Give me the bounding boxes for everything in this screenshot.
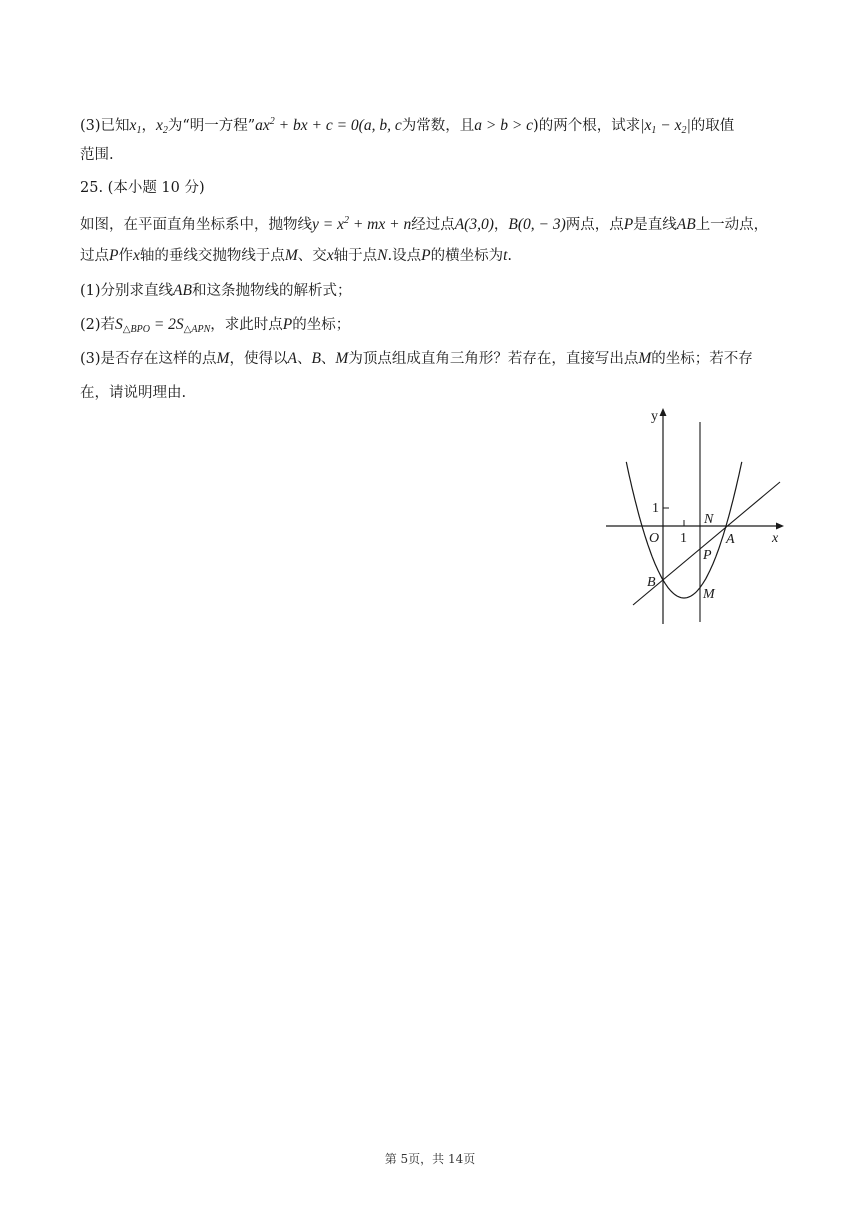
point-b: B(0, − 3): [508, 216, 566, 233]
parabola-figure: [598, 402, 790, 630]
text-a: 为“明一方程”: [167, 118, 256, 134]
q25-intro-line2: 过点P作x轴的垂线交抛物线于点M、交x轴于点N.设点P的横坐标为t.: [80, 247, 513, 264]
x2: $x_2$: [155, 117, 168, 136]
inequality: a > b > c: [474, 117, 534, 134]
point-m-label: M: [703, 587, 715, 602]
parabola-curve: [626, 462, 742, 598]
q25-part2: (2)若$S_{\triangle BPO} = 2S_{\triangle APN}$，求此时点P的坐标；: [80, 316, 351, 335]
parabola-equation: $y = x^2$ + mx + n: [312, 215, 412, 233]
q24-part3-continuation: 范围.: [80, 147, 114, 163]
y-axis-label: y: [651, 409, 658, 424]
origin-label: O: [649, 531, 660, 546]
point-b-label: B: [647, 575, 656, 590]
q24-part3-line2: [80, 145, 114, 165]
text-d: 的取值: [690, 118, 735, 134]
area-bpo: $S_{\triangle BPO}$: [115, 316, 150, 335]
point-n-label: N: [704, 512, 714, 527]
equation: $ax^2$ + bx + c = 0(a, b, c: [255, 116, 402, 134]
q24-part3-prefix: (3)已知: [80, 118, 130, 134]
q24-part3-line1: [80, 112, 734, 141]
x-axis-arrow: [776, 523, 784, 530]
y-axis-arrow: [660, 408, 667, 416]
point-a-label: A: [726, 532, 735, 547]
abs-expression: $|x_1 - x_2|$: [640, 117, 691, 136]
y-one-label: 1: [652, 501, 659, 516]
point-a: A(3,0): [454, 216, 494, 233]
x-axis-label: x: [772, 531, 779, 546]
text-c: )的两个根，试求: [533, 118, 641, 134]
x1: $x_1$: [129, 117, 142, 136]
q25-part3: (3)是否存在这样的点M，使得以A、B、M为顶点组成直角三角形？若存在，直接写出点M的坐标；若不存: [80, 350, 753, 367]
q25-part1: (1)分别求直线AB和这条抛物线的解析式；: [80, 282, 352, 299]
page-footer: 第 5页，共 14页: [384, 1152, 476, 1166]
separator: ，: [141, 118, 156, 134]
coordinate-plane-diagram: [598, 402, 790, 630]
area-apn: $S_{\triangle APN}$: [175, 316, 211, 335]
text-b: 为常数，且: [401, 118, 475, 134]
q25-part3-continuation: 在，请说明理由.: [80, 385, 187, 401]
x-one-label: 1: [680, 531, 687, 546]
point-p-label: P: [703, 548, 712, 563]
q25-intro-line1: 如图，在平面直角坐标系中，抛物线$y = x^2$ + mx + n经过点A(3,0)，B(0, − 3)两点，点P是直线AB上一动点，: [80, 215, 769, 233]
q25-heading: 25. (本小题 10 分): [80, 180, 205, 196]
